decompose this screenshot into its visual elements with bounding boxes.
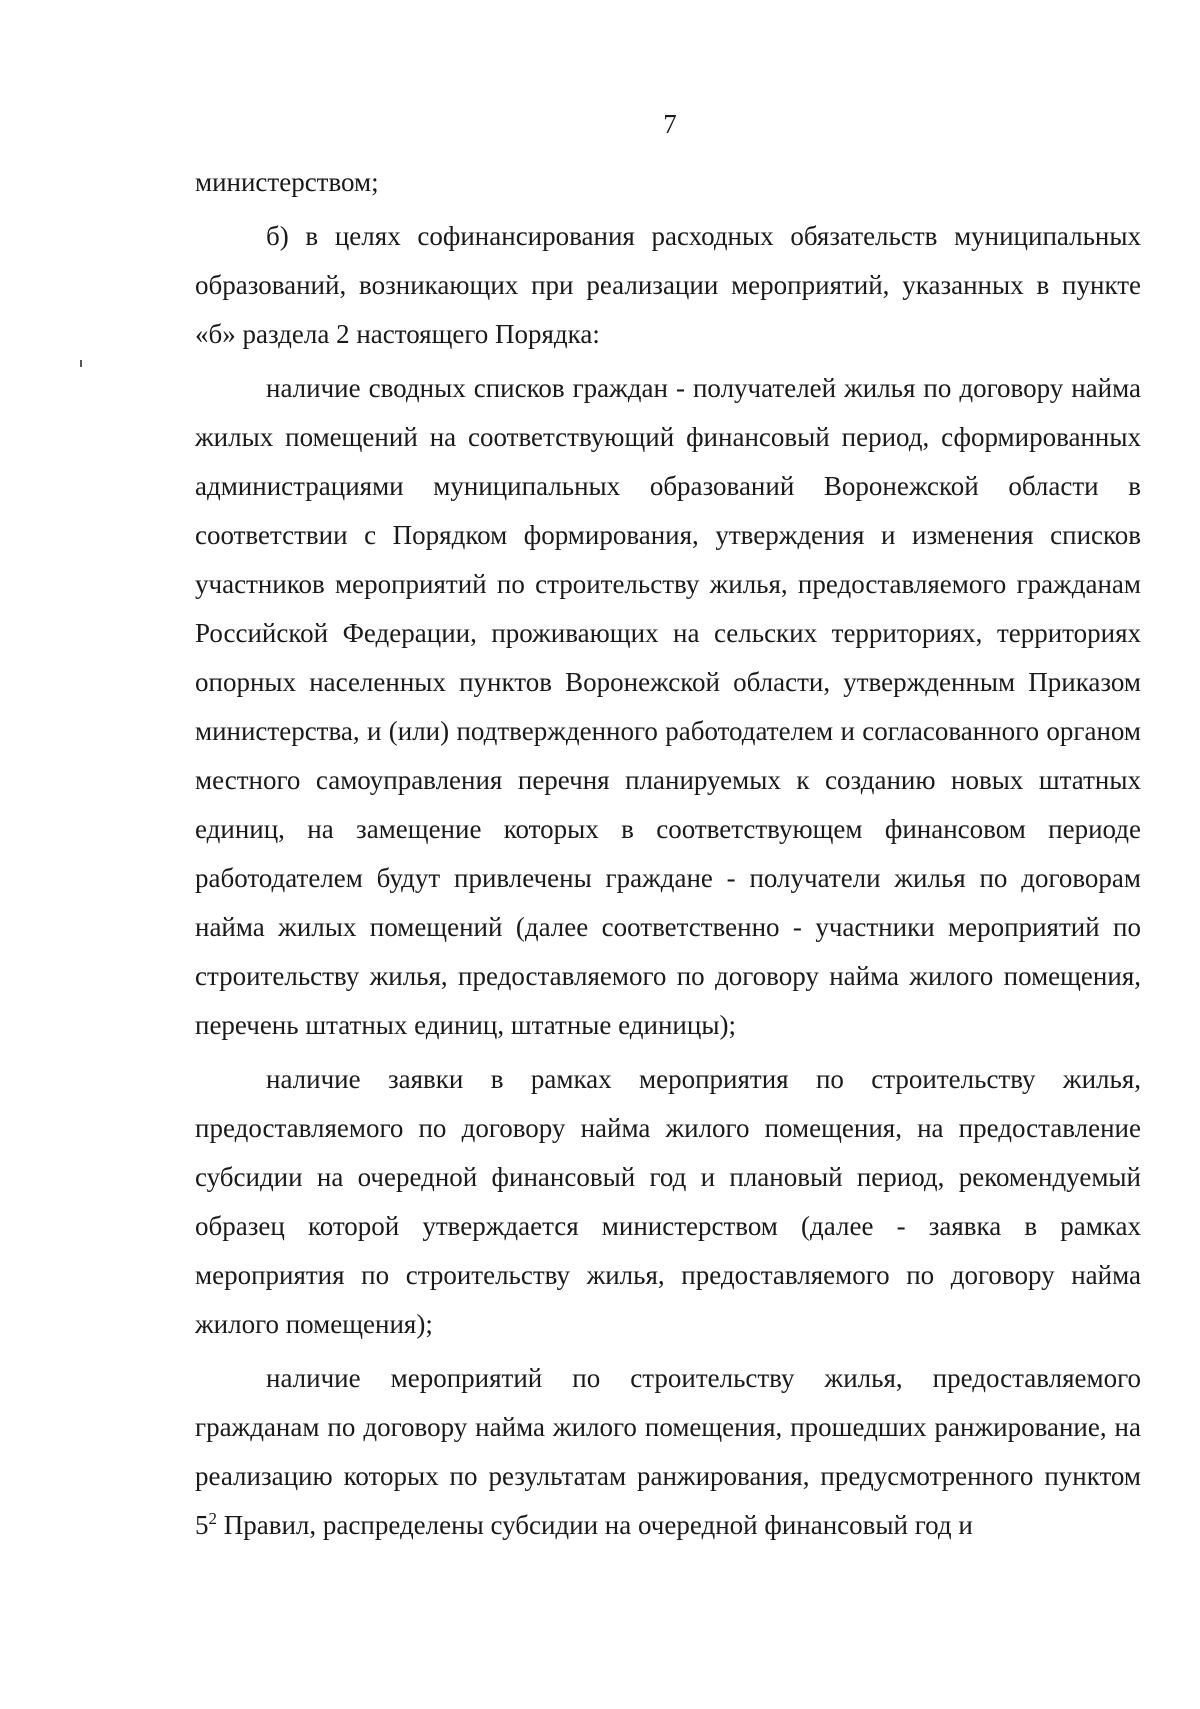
paragraph-subitem-b: б) в целях софинансирования расходных обязательств муниципальных образований, возникающих при реализации мероприятий, указанных в пункте «б» раздела 2 настоящего Порядка:	[195, 221, 1141, 349]
scan-speck	[80, 360, 82, 367]
paragraph-ranked-measures	[195, 1354, 1141, 1550]
page-number: 7	[663, 109, 677, 139]
paragraph-lists-of-citizens: наличие сводных списков граждан - получателей жилья по договору найма жилых помещений на соответствующий финансовый период, сформированных администрациями муниципальных образований Воронежской области в соответствии с Порядком формирования, утверждения и изменения списков участников мероприятий по строительству жилья, предоставляемого гражданам Российской Федерации, проживающих на сельских территориях, территориях опорных населенных пунктов Воронежской области, утвержденным Приказом министерства, и (или) подтвержденного работодателем и согласованного органом местного самоуправления перечня планируемых к созданию новых штатных единиц, на замещение которых в соответствующем финансовом периоде работодателем будут привлечены граждане - получатели жилья по договорам найма жилых помещений (далее соответственно - участники мероприятий по строительству жилья, предоставляемого по договору найма жилого помещения, перечень штатных единиц, штатные единицы);	[195, 373, 1141, 1040]
ranked-measures-text-after: Правил, распределены субсидии на очередной финансовый год и	[217, 1510, 973, 1540]
rule-point-superscript: 2	[208, 1509, 217, 1528]
paragraph-application: наличие заявки в рамках мероприятия по строительству жилья, предоставляемого по договору найма жилого помещения, на предоставление субсидии на очередной финансовый год и плановый период, рекомендуемый образец которой утверждается министерством (далее - заявка в рамках мероприятия по строительству жилья, предоставляемого по договору найма жилого помещения);	[195, 1064, 1141, 1339]
ranked-measures-text-before: наличие мероприятий по строительству жилья, предоставляемого гражданам по договору найма жилого помещения, прошедших ранжирование, на реализацию которых по результатам ранжирования, предусмотренного пунктом 5	[195, 1363, 1141, 1540]
paragraph-continuation: министерством;	[195, 167, 379, 197]
document-body	[195, 158, 1141, 1550]
